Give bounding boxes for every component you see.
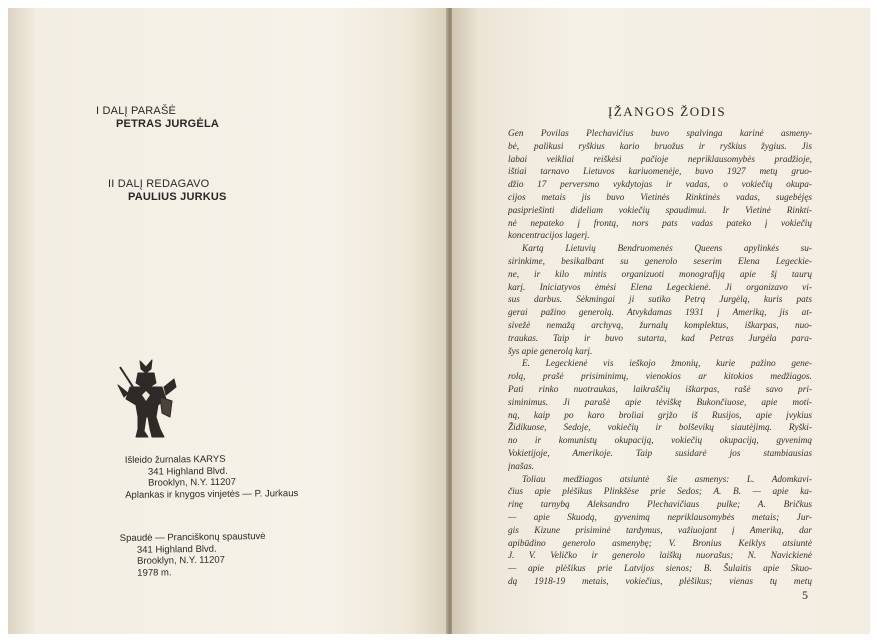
text-line: Vokietijoje, Amerikoje. Taip susidarė jos stambiausias xyxy=(508,448,812,459)
text-line: sivežė nemažą archyvą, žurnalų komplektus, iškarpas, nuo- xyxy=(508,320,812,331)
text-line: Gen Povilas Plechavičius buvo spalvinga karinė asmeny- xyxy=(508,129,812,139)
credit-part-one xyxy=(96,105,219,131)
right-page xyxy=(452,8,870,634)
text-line: Kartą Lietuvių Bendruomenės Queens apylinkės su- xyxy=(522,244,812,255)
text-line: karį. Iniciatyvos ėmėsi Elena Legeckienė. Ji organizavo vi- xyxy=(508,282,812,293)
text-line: šys apie generolą karį. xyxy=(508,346,593,357)
text-line: traukas. Taip ir buvo sutarta, kad Petras Jurgėla para- xyxy=(508,333,812,344)
credit-name: PAULIUS JURKUS xyxy=(128,191,227,203)
text-line: no ir komunistų okupaciją, vokiečių okupaciją, gyvenimą xyxy=(508,436,812,447)
chapter-title: ĮŽANGOS ŽODIS xyxy=(608,104,727,119)
credit-part-two xyxy=(108,178,227,204)
text-line: ištiai tarnavo Lietuvos kariuomenėje, buvo 1927 metų gruo- xyxy=(508,167,812,178)
credit-role: II DALĮ REDAGAVO xyxy=(108,178,210,190)
text-line: cijos metais jis buvo Vietinės Rinktinės vadas, sugebėjęs xyxy=(508,192,812,203)
text-line: įnašas. xyxy=(508,461,535,472)
printer-block xyxy=(120,531,266,579)
credit-role: I DALĮ PARAŠĖ xyxy=(96,105,177,117)
text-line: rolą, prašė prisiminimų, vienokios ar kitokios medžiagos. xyxy=(508,372,812,383)
text-line: J. V. Veličko ir generolo laiškų nuorašus; N. Navickienė xyxy=(508,551,812,562)
text-line: rinę tarnybą Aleksandro Plechavičiaus pulke; A. Bričkus xyxy=(508,500,812,511)
text-line: pasipriešinti dideliam vokiečių spaudimui. Ir Vietinė Rinkti- xyxy=(508,205,812,216)
text-line: gis Kizune prisiminė tardymus, važiuojant į Ameriką, dar xyxy=(508,525,812,536)
text-line: čius apie plėšikus Plinkšėse prie Sedos; A. B. — apie ka- xyxy=(508,487,812,498)
text-line: dą 1918-19 metais, vokiečius, plėšikus; vienas tų metų xyxy=(508,576,812,587)
text-line: apibūdino generolo asmenybę; V. Bronius Keiklys atsiuntė xyxy=(508,538,812,549)
text-line: Toliau medžiagos atsiuntė šie asmenys: L. Adomkavi- xyxy=(522,474,812,485)
text-line: gerai pažino generolą. Atvykdamas 1931 į Ameriką, jis at- xyxy=(508,308,812,319)
book-spread xyxy=(8,8,870,634)
text-line: sus darbus. Sėkmingai ji sutiko Petrą Jurgėlą, kuris pats xyxy=(508,295,812,306)
publisher-line: Brooklyn, N.Y. 11207 xyxy=(148,476,236,489)
body-text xyxy=(508,128,812,589)
text-line: koncentracijos lagerį. xyxy=(508,231,590,242)
text-line: E. Legeckienė vis ieškojo žmonių, kurie pažino gene- xyxy=(522,359,812,370)
text-line: džio 17 perversmo vykdytojas ir vadas, o vokiečių okupa- xyxy=(508,180,812,191)
printer-line: Brooklyn, N.Y. 11207 xyxy=(137,554,225,567)
text-line: sirinkime, besikalbant su generolo seserim Elena Legeckie- xyxy=(508,256,812,267)
publisher-line: Išleido žurnalas KARYS xyxy=(124,453,226,466)
text-line: ne, ir kilo mintis organizuoti monografiją apie šį taurų xyxy=(508,269,812,280)
text-line: nė nepateko į frontą, nors pats vadas pateko į vokiečių xyxy=(508,218,812,229)
left-page xyxy=(8,8,448,634)
page-number: 5 xyxy=(802,588,808,602)
printer-line: 1978 m. xyxy=(137,566,172,579)
text-line: — apie plėšikus prie Latvijos sienos; B. Šulaitis apie Skuo- xyxy=(508,564,812,575)
credit-name: PETRAS JURGĖLA xyxy=(116,118,220,130)
text-line: — apie Skuodą, gyvenimą nepriklausomybės metais; Jur- xyxy=(508,512,812,523)
text-line: ną, kaip po karo broliai grįžo iš Rusijos, apie įvykius xyxy=(508,410,812,421)
text-line: bė, palikusi ryškius kario bruožus ir ryškius žygius. Jis xyxy=(508,141,812,152)
publisher-block xyxy=(125,453,299,501)
text-line: Pati rinko nuotraukas, laikraščių iškarpas, rašė savo pri- xyxy=(508,384,812,395)
armored-knight-icon xyxy=(116,357,178,441)
text-line: siminimus. Ji parašė apie tėviškę Bukončiuose, apie moti- xyxy=(508,397,812,408)
printer-line: Spaudė — Pranciškonų spaustuvė xyxy=(119,530,266,545)
publisher-line: Aplankas ir knygos vinjetės — P. Jurkaus xyxy=(125,487,299,501)
text-line: labai veikliai reiškėsi pačioje nepriklausomybės pradžioje, xyxy=(508,154,812,165)
printer-line: 341 Highland Blvd. xyxy=(136,543,217,556)
publisher-line: 341 Highland Blvd. xyxy=(147,465,228,478)
text-line: Židikuose, Sedoje, vokiečių ir bolševikų siautėjimą. Ryški- xyxy=(508,423,812,434)
